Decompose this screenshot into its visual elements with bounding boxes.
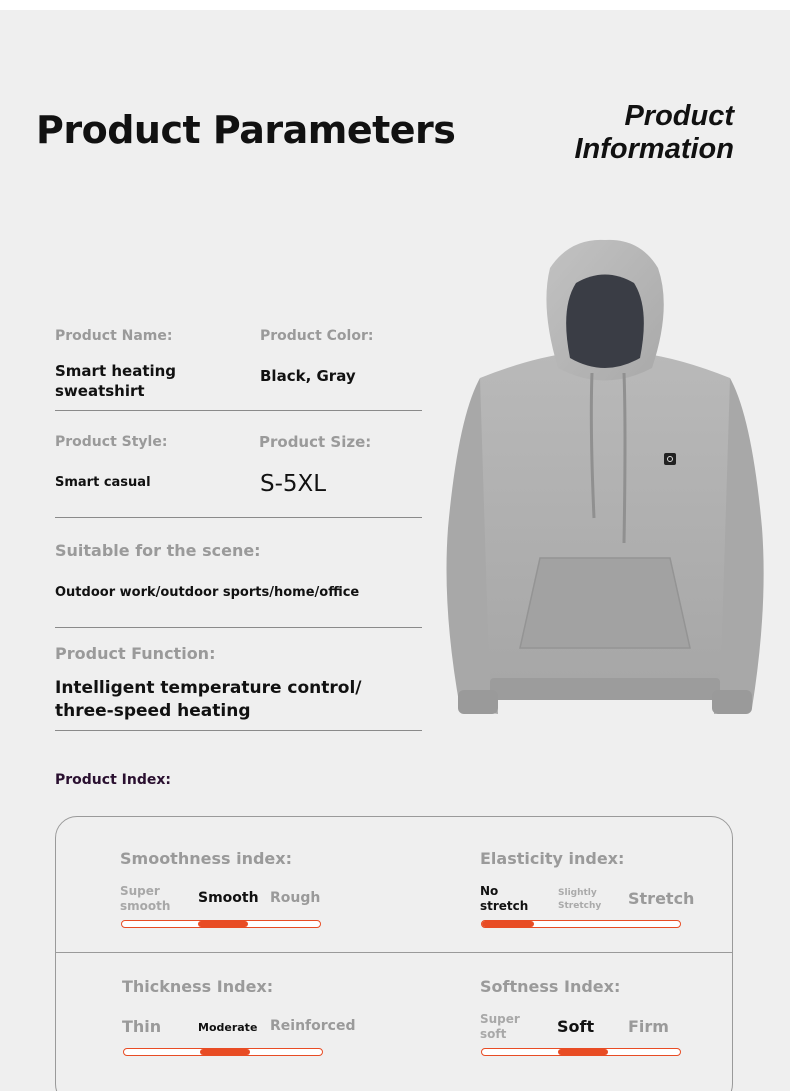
softness-bar <box>481 1048 681 1056</box>
smoothness-bar <box>121 920 321 928</box>
smoothness-option-rough: Rough <box>270 890 321 906</box>
softness-option-super-soft: Super soft <box>480 1012 520 1041</box>
divider-2 <box>55 517 422 518</box>
subtitle-line-1: Product <box>624 100 734 132</box>
softness-index <box>480 977 690 1087</box>
function-line-1: Intelligent temperature control/ <box>55 678 362 698</box>
thickness-index-name: Thickness Index: <box>122 977 274 996</box>
product-style-value: Smart casual <box>55 475 151 490</box>
thickness-option-reinforced: Reinforced <box>270 1018 356 1034</box>
product-parameters-page <box>0 10 790 1091</box>
drawstring-right <box>624 373 625 543</box>
thickness-bar-fill <box>200 1049 250 1055</box>
smoothness-bar-fill <box>198 921 248 927</box>
hood-opening <box>566 275 644 369</box>
hoodie-image <box>440 228 770 718</box>
smoothness-option-smooth: Smooth <box>198 890 259 906</box>
elasticity-option-no-stretch: No stretch <box>480 884 529 913</box>
page-title: Product Parameters <box>36 108 456 152</box>
scene-label: Suitable for the scene: <box>55 541 261 560</box>
product-index-title: Product Index: <box>55 772 171 788</box>
divider-4 <box>55 730 422 731</box>
elasticity-option-stretch: Stretch <box>628 889 695 908</box>
softness-index-name: Softness Index: <box>480 977 621 996</box>
thickness-option-thin: Thin <box>122 1017 162 1036</box>
front-pocket <box>520 558 690 648</box>
product-name-line-2: sweatshirt <box>55 382 145 400</box>
thickness-bar <box>123 1048 323 1056</box>
divider-3 <box>55 627 422 628</box>
function-value <box>55 677 361 723</box>
product-name-label: Product Name: <box>55 328 173 344</box>
scene-value: Outdoor work/outdoor sports/home/office <box>55 585 360 600</box>
thickness-option-moderate: Moderate <box>198 1021 258 1034</box>
elasticity-index <box>480 849 695 959</box>
function-label: Product Function: <box>55 644 216 663</box>
softness-option-firm: Firm <box>628 1017 669 1036</box>
product-size-label: Product Size: <box>259 433 372 451</box>
product-style-label: Product Style: <box>55 434 168 450</box>
smoothness-option-super-smooth: Super smooth <box>120 884 171 913</box>
heating-button-icon <box>664 453 676 465</box>
elasticity-bar <box>481 920 681 928</box>
thickness-index <box>122 977 356 1087</box>
product-name-line-1: Smart heating <box>55 362 177 380</box>
left-cuff <box>458 690 498 714</box>
product-name-value <box>55 361 176 401</box>
divider-1 <box>55 410 422 411</box>
product-color-label: Product Color: <box>260 328 374 344</box>
waistband <box>490 678 720 700</box>
subtitle-line-2: Information <box>574 133 734 165</box>
softness-bar-fill <box>558 1049 608 1055</box>
function-line-2: three-speed heating <box>55 701 251 721</box>
softness-option-soft: Soft <box>557 1017 595 1036</box>
product-size-value: S-5XL <box>260 471 327 497</box>
smoothness-index <box>120 849 330 959</box>
smoothness-index-name: Smoothness index: <box>120 849 292 868</box>
elasticity-index-name: Elasticity index: <box>480 849 625 868</box>
product-color-value: Black, Gray <box>260 367 356 385</box>
elasticity-option-slightly-stretchy: Slightly Stretchy <box>558 888 602 911</box>
elasticity-bar-fill <box>482 921 534 927</box>
right-cuff <box>712 690 752 714</box>
page-subtitle <box>575 100 735 166</box>
